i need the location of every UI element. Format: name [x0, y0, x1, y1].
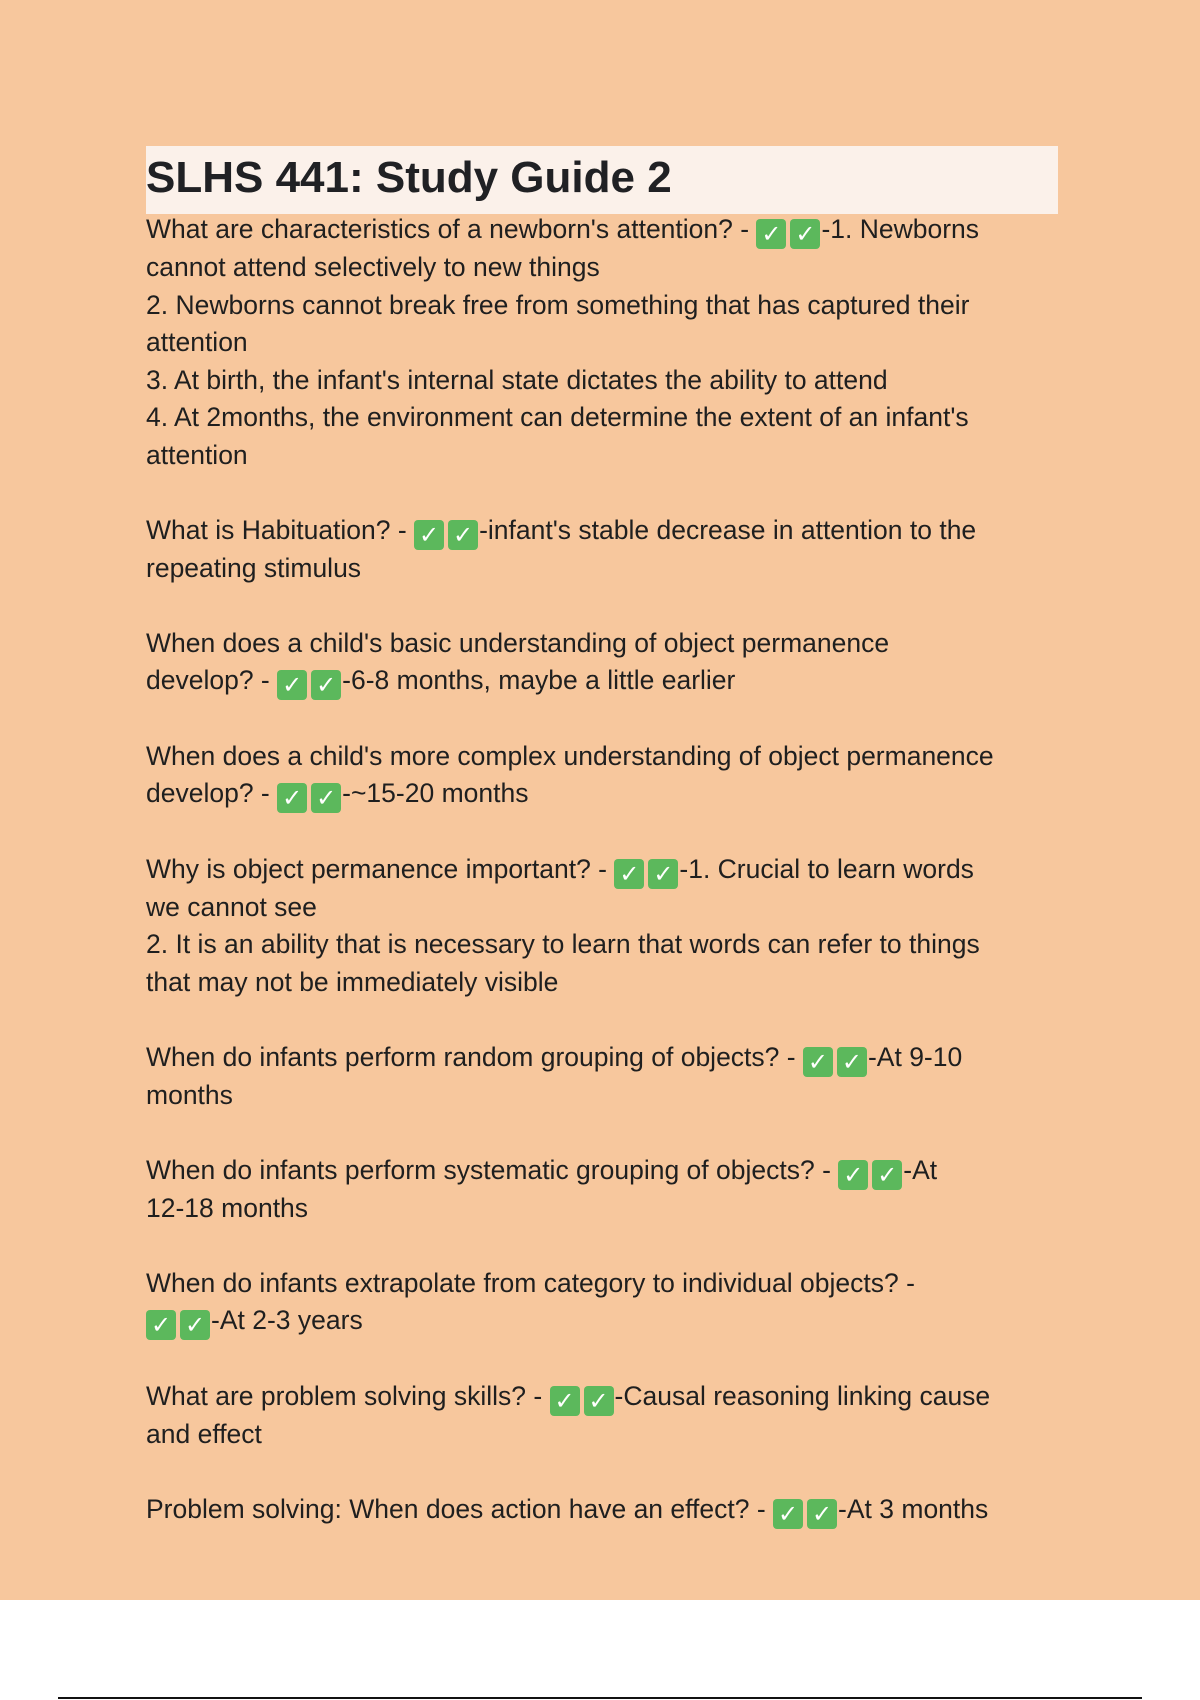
qa-text: attention [146, 327, 248, 357]
qa-text: develop? - [146, 778, 278, 808]
qa-text: 2. Newborns cannot break free from something that has captured their [146, 289, 970, 320]
qa-item [146, 1152, 1066, 1228]
qa-item [146, 851, 1066, 1002]
qa-item [146, 1491, 1066, 1529]
check-mark-icon: ✓ [311, 783, 341, 813]
qa-item [146, 1265, 1066, 1341]
qa-line [146, 738, 1066, 776]
check-mark-icon: ✓ [837, 1047, 867, 1077]
qa-text: 3. At birth, the infant's internal state dictates the ability to attend [146, 364, 888, 395]
qa-text: When do infants perform systematic grouping of objects? - [146, 1154, 839, 1185]
qa-answer-text: -1. Crucial to learn words [679, 853, 974, 884]
qa-line [146, 1378, 1066, 1416]
check-mark-icon: ✓ [807, 1499, 837, 1529]
qa-text: 12-18 months [146, 1192, 309, 1223]
qa-line [146, 926, 1066, 964]
check-mark-icon: ✓ [414, 520, 444, 550]
qa-line [146, 287, 1066, 325]
qa-line [146, 1416, 1066, 1454]
qa-line [146, 512, 1066, 550]
qa-line [146, 851, 1066, 889]
qa-line [146, 964, 1066, 1002]
qa-line [146, 399, 1066, 437]
qa-answer-text: -At 9-10 [867, 1041, 963, 1072]
qa-line [146, 437, 1066, 475]
qa-answer-text: -6-8 months, maybe a little earlier [342, 665, 736, 695]
qa-answer-text: -At 3 months [838, 1493, 989, 1524]
check-mark-icon: ✓ [872, 1160, 902, 1190]
title-bar [146, 146, 1058, 214]
qa-line [146, 1039, 1066, 1077]
qa-item [146, 625, 1066, 701]
qa-answer-text: -At [903, 1154, 938, 1185]
check-mark-icon: ✓ [448, 520, 478, 550]
qa-text: and effect [146, 1418, 262, 1449]
qa-line [146, 550, 1066, 588]
qa-answer-text: -1. Newborns [821, 214, 980, 244]
qa-item [146, 211, 1066, 474]
qa-line [146, 1265, 1066, 1303]
footer-divider [58, 1697, 1142, 1699]
qa-line [146, 1190, 1066, 1228]
page-title: SLHS 441: Study Guide 2 [146, 153, 672, 202]
check-mark-icon: ✓ [146, 1310, 176, 1340]
qa-answer-text: -~15-20 months [342, 778, 529, 808]
qa-item [146, 1039, 1066, 1115]
qa-line [146, 249, 1066, 287]
check-mark-icon: ✓ [180, 1310, 210, 1340]
check-mark-icon: ✓ [311, 670, 341, 700]
qa-text: What are characteristics of a newborn's attention? - [146, 214, 757, 244]
check-mark-icon: ✓ [648, 859, 678, 889]
check-mark-icon: ✓ [277, 670, 307, 700]
qa-line [146, 775, 1066, 813]
qa-text: months [146, 1079, 233, 1110]
qa-text: repeating stimulus [146, 552, 362, 583]
qa-item [146, 512, 1066, 588]
qa-text: When do infants perform random grouping of objects? - [146, 1041, 803, 1072]
qa-text: Why is object permanence important? - [146, 853, 615, 884]
qa-answer-text: -infant's stable decrease in attention to the [479, 514, 977, 545]
check-mark-icon: ✓ [277, 783, 307, 813]
qa-line [146, 324, 1066, 362]
qa-text: 2. It is an ability that is necessary to learn that words can refer to things [146, 929, 980, 959]
check-mark-icon: ✓ [584, 1386, 614, 1416]
check-mark-icon: ✓ [803, 1047, 833, 1077]
qa-answer-text: -At 2-3 years [211, 1305, 363, 1335]
qa-line [146, 362, 1066, 400]
check-mark-icon: ✓ [790, 219, 820, 249]
qa-text: develop? - [146, 665, 278, 695]
qa-list [146, 211, 1066, 1566]
qa-text: we cannot see [146, 891, 317, 922]
check-mark-icon: ✓ [614, 859, 644, 889]
qa-item [146, 738, 1066, 814]
qa-answer-text: -Causal reasoning linking cause [614, 1380, 991, 1411]
qa-text: What is Habituation? - [146, 514, 415, 545]
check-mark-icon: ✓ [838, 1160, 868, 1190]
check-mark-icon: ✓ [773, 1499, 803, 1529]
qa-text: When do infants extrapolate from category to individual objects? - [146, 1267, 915, 1298]
qa-line [146, 1077, 1066, 1115]
qa-line [146, 1491, 1066, 1529]
qa-line [146, 1152, 1066, 1190]
qa-line [146, 662, 1066, 700]
qa-item [146, 1378, 1066, 1454]
qa-text: Problem solving: When does action have an effect? - [146, 1493, 774, 1524]
qa-text: cannot attend selectively to new things [146, 252, 600, 282]
check-mark-icon: ✓ [550, 1386, 580, 1416]
qa-text: that may not be immediately visible [146, 966, 559, 997]
qa-line [146, 889, 1066, 927]
qa-text: When does a child's more complex understanding of object permanence [146, 740, 994, 771]
qa-text: When does a child's basic understanding of object permanence [146, 627, 890, 658]
check-mark-icon: ✓ [756, 219, 786, 249]
qa-line [146, 625, 1066, 663]
qa-line [146, 211, 1066, 249]
qa-text: What are problem solving skills? - [146, 1380, 550, 1411]
qa-text: 4. At 2months, the environment can determine the extent of an infant's [146, 402, 969, 432]
qa-text: attention [146, 439, 248, 470]
qa-line [146, 1302, 1066, 1340]
